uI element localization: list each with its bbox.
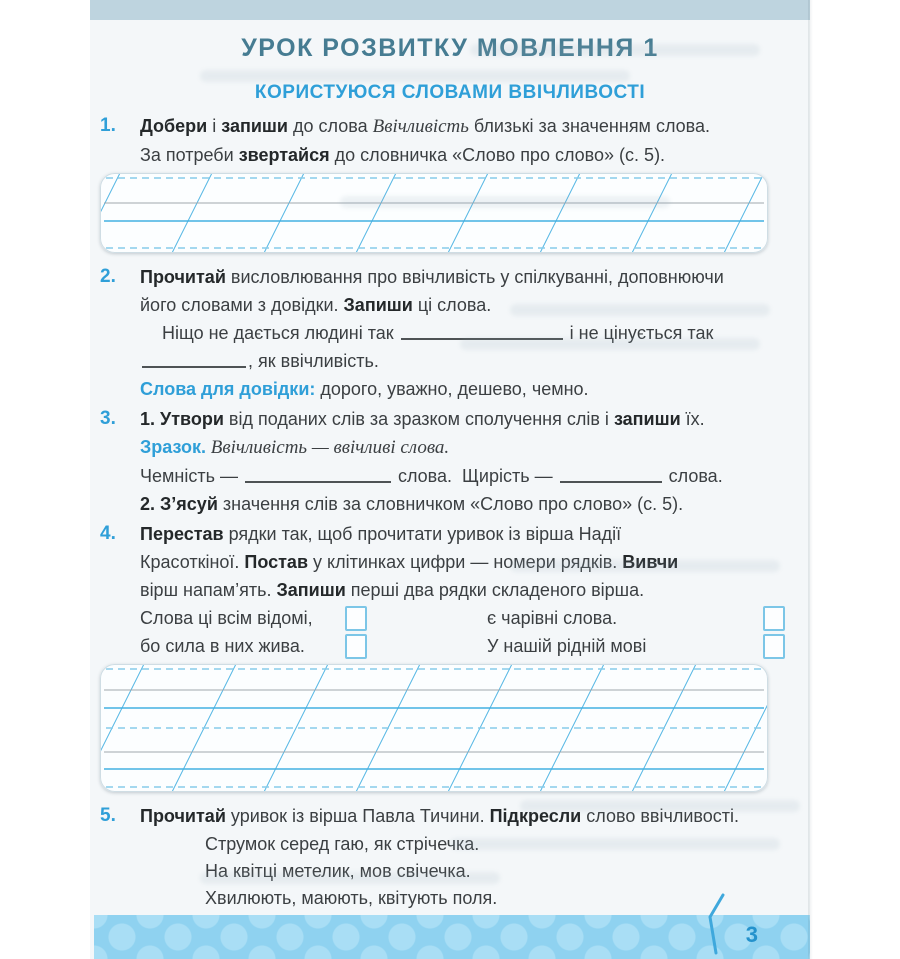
answer-checkbox[interactable] <box>763 606 785 631</box>
exercise-number: 5. <box>100 805 116 826</box>
text-run: до словничка «Слово про слово» (с. 5). <box>329 145 666 165</box>
text-run: Підкресли <box>489 806 582 826</box>
text-run: у клітинках цифри — номери рядків. <box>308 552 623 572</box>
text-run: уривок із вірша Павла Тичини. <box>225 806 490 826</box>
poem-line: У нашій рідній мові <box>487 636 647 656</box>
poem-line: Хвилюють, маюють, квітують поля. <box>205 888 498 908</box>
text-run: ці слова. <box>412 295 492 315</box>
exercise-text-line <box>140 405 785 433</box>
text-run: близькі за значенням слова. <box>468 116 711 136</box>
exercise-text-line <box>140 490 785 518</box>
answer-blank[interactable] <box>142 366 246 368</box>
text-run: їх. <box>680 409 705 429</box>
text-run: вірш напам’ять. <box>140 580 277 600</box>
exercise-text-line <box>140 112 785 141</box>
page-corner-mark <box>706 893 726 955</box>
text-run: Зразок. <box>140 437 207 457</box>
exercise-text-line <box>140 548 785 576</box>
text-run: до слова <box>287 116 373 136</box>
answer-checkbox[interactable] <box>763 634 785 659</box>
text-run: 2. З’ясуй <box>140 494 218 514</box>
exercise-list <box>100 112 785 941</box>
text-run: Перестав <box>140 524 224 544</box>
text-run: висловлювання про ввічливість у спілкуванні, доповнюючи <box>225 267 724 287</box>
text-run: Чемність — <box>140 466 243 486</box>
exercise-number: 3. <box>100 408 116 429</box>
answer-blank[interactable] <box>560 481 662 483</box>
footer-band <box>94 915 810 959</box>
answer-blank[interactable] <box>245 481 391 483</box>
text-run: Постав <box>244 552 309 572</box>
text-run: Ввічливість <box>372 116 469 137</box>
text-run: звертайся <box>238 145 330 165</box>
text-run: слова. <box>663 466 723 486</box>
text-run: Добери <box>140 116 208 136</box>
text-run: Запиши <box>276 580 346 600</box>
handwriting-area[interactable] <box>100 664 768 792</box>
exercise-text-line <box>140 347 785 375</box>
workbook-page <box>90 0 810 959</box>
poem-line: Струмок серед гаю, як стрічечка. <box>205 834 480 854</box>
poem-line: Слова ці всім відомі, <box>140 608 313 628</box>
text-run: 1. Утвори <box>140 409 224 429</box>
poem-line: є чарівні слова. <box>487 608 618 628</box>
handwriting-area[interactable] <box>100 173 768 253</box>
text-run: дорого, уважно, дешево, чемно. <box>315 379 589 399</box>
exercise-4 <box>100 520 785 800</box>
text-run: запиши <box>613 409 681 429</box>
answer-checkbox[interactable] <box>345 634 367 659</box>
exercise-number: 1. <box>100 115 116 136</box>
text-run: і <box>207 116 222 136</box>
poem-line-pair <box>140 632 785 660</box>
lesson-subtitle: КОРИСТУЮСЯ СЛОВАМИ ВВІЧЛИВОСТІ <box>254 82 646 103</box>
text-run: , як ввічливість. <box>248 351 379 371</box>
exercise-number: 2. <box>100 266 116 287</box>
text-run: Прочитай <box>140 267 226 287</box>
text-run: Ввічливість — ввічливі слова. <box>206 437 450 458</box>
exercise-body <box>140 520 785 800</box>
page-number: 3 <box>745 922 758 947</box>
top-decor-band <box>90 0 810 20</box>
text-run: Красоткіної. <box>140 552 245 572</box>
exercise-3 <box>100 405 785 518</box>
poem-line: бо сила в них жива. <box>140 636 305 656</box>
exercise-text-line <box>140 576 785 604</box>
exercise-text-line <box>140 291 785 319</box>
exercise-2 <box>100 263 785 403</box>
text-run: перші два рядки складеного вірша. <box>345 580 645 600</box>
poem-line-pair <box>140 604 785 632</box>
exercise-text-line <box>140 319 785 347</box>
page-title: УРОК РОЗВИТКУ МОВЛЕННЯ 1 <box>241 34 659 62</box>
exercise-text-line <box>140 141 785 169</box>
text-run: рядки так, щоб прочитати уривок із вірша Надії <box>223 524 622 544</box>
text-run: його словами з довідки. <box>140 295 344 315</box>
exercise-body <box>140 405 785 518</box>
poem-line: На квітці метелик, мов свічечка. <box>205 861 471 881</box>
exercise-text-line <box>140 802 785 830</box>
bleed-through-smudge <box>200 70 630 82</box>
text-run: Ніщо не дається людині так <box>162 323 399 343</box>
text-run: і не цінується так <box>564 323 714 343</box>
exercise-number: 4. <box>100 523 116 544</box>
answer-checkbox[interactable] <box>345 606 367 631</box>
exercise-text-line <box>140 520 785 548</box>
text-run: слово ввічливості. <box>581 806 740 826</box>
exercise-1 <box>100 112 785 261</box>
exercise-text-line <box>140 433 785 462</box>
exercise-text-line <box>140 263 785 291</box>
text-run: від поданих слів за зразком сполучення слів і <box>223 409 614 429</box>
answer-blank[interactable] <box>401 338 563 340</box>
exercise-body <box>140 263 785 403</box>
text-run: слова. Щирість — <box>392 466 558 486</box>
text-run: запиши <box>221 116 288 136</box>
text-run: За потреби <box>140 145 239 165</box>
exercise-text-line <box>140 375 785 403</box>
exercise-body <box>140 112 785 261</box>
text-run: Слова для довідки: <box>140 379 316 399</box>
text-run: значення слів за словничком «Слово про слово» (с. 5). <box>217 494 684 514</box>
exercise-text-line <box>140 462 785 490</box>
text-run: Прочитай <box>140 806 226 826</box>
text-run: Запиши <box>343 295 413 315</box>
text-run: Вивчи <box>622 552 679 572</box>
